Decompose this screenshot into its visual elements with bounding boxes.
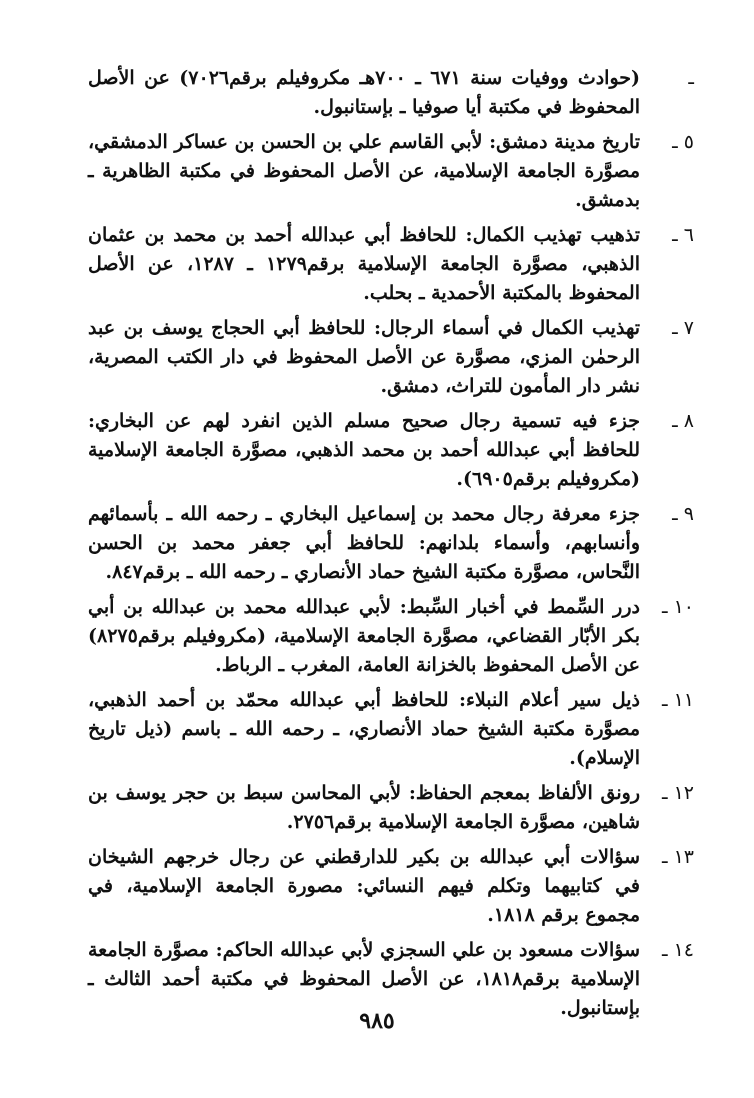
- bibliography-entry: [88, 128, 694, 215]
- entry-number: ٧ ـ: [672, 317, 694, 339]
- bibliography-entry: [88, 500, 694, 587]
- entry-number: ١٢ ـ: [661, 782, 694, 804]
- bibliography-entry: [88, 64, 694, 122]
- bibliography-entry: [88, 407, 694, 494]
- entry-text: جزء فيه تسمية رجال صحيح مسلم الذين انفرد لهم عن البخاري: للحافظ أبي عبدالله أحمد بن محمد الذهبي، مصوَّرة الجامعة الإسلامية (مكروفيلم برقم٦٩٠٥).: [88, 410, 640, 490]
- entry-number: ٥ ـ: [672, 131, 694, 153]
- entry-number: ١٠ ـ: [661, 596, 694, 618]
- page-number: ٩٨٥: [359, 1008, 395, 1034]
- entry-text: ذيل سير أعلام النبلاء: للحافظ أبي عبدالله محمّد بن أحمد الذهبي، مصوَّرة مكتبة الشيخ حماد الأنصاري، ـ رحمه الله ـ باسم (ذيل تاريخ الإسلام).: [88, 689, 640, 769]
- bibliography-entry: [88, 314, 694, 401]
- bibliography-entry: [88, 779, 694, 837]
- entry-number: ـ: [688, 67, 694, 89]
- entry-number: ٨ ـ: [672, 410, 694, 432]
- entry-number: ١٤ ـ: [661, 939, 694, 961]
- entry-number: ١١ ـ: [661, 689, 694, 711]
- entry-text: رونق الألفاظ بمعجم الحفاظ: لأبي المحاسن سبط بن حجر يوسف بن شاهين، مصوَّرة الجامعة الإسلامية برقم٢٧٥٦.: [88, 782, 640, 833]
- entry-number: ٦ ـ: [672, 224, 694, 246]
- entry-text: سؤالات مسعود بن علي السجزي لأبي عبدالله الحاكم: مصوَّرة الجامعة الإسلامية برقم١٨١٨، عن الأصل المحفوظ في مكتبة أحمد الثالث ـ بإستانبول.: [88, 939, 640, 1019]
- entry-text: جزء معرفة رجال محمد بن إسماعيل البخاري ـ رحمه الله ـ بأسمائهم وأنسابهم، وأسماء بلدانهم: للحافظ أبي جعفر محمد بن الحسن النَّحاس، مصوَّرة مكتبة الشيخ حماد الأنصاري ـ رحمه الله ـ برقم٨٤٧.: [88, 503, 640, 583]
- entry-text: تذهيب تهذيب الكمال: للحافظ أبي عبدالله أحمد بن محمد بن عثمان الذهبي، مصوَّرة الجامعة الإسلامية برقم١٢٧٩ ـ ١٢٨٧، عن الأصل المحفوظ بالمكتبة الأحمدية ـ بحلب.: [88, 224, 640, 304]
- entry-text: درر السِّمط في أخبار السِّبط: لأبي عبدالله محمد بن عبدالله بن أبي بكر الأبّار القضاعي، مصوَّرة الجامعة الإسلامية، (مكروفيلم برقم٨٢٧٥) عن الأصل المحفوظ بالخزانة العامة، المغرب ـ الرباط.: [88, 596, 640, 676]
- bibliography-entry: [88, 843, 694, 930]
- bibliography-entry: [88, 221, 694, 308]
- entry-text: (حوادث ووفيات سنة ٦٧١ ـ ٧٠٠هـ مكروفيلم برقم٧٠٢٦) عن الأصل المحفوظ في مكتبة أيا صوفيا ـ بإستانبول.: [88, 67, 640, 118]
- bibliography-list: [88, 64, 694, 1029]
- entry-text: سؤالات أبي عبدالله بن بكير للدارقطني عن رجال خرجهم الشيخان في كتابيهما وتكلم فيهم النسائي: مصورة الجامعة الإسلامية، في مجموع برقم ١٨١٨.: [88, 846, 640, 926]
- entry-text: تاريخ مدينة دمشق: لأبي القاسم علي بن الحسن بن عساكر الدمشقي، مصوَّرة الجامعة الإسلامية، عن الأصل المحفوظ في مكتبة الظاهرية ـ بدمشق.: [88, 131, 640, 211]
- bibliography-entry: [88, 593, 694, 680]
- entry-number: ٩ ـ: [672, 503, 694, 525]
- entry-text: تهذيب الكمال في أسماء الرجال: للحافظ أبي الحجاج يوسف بن عبد الرحمٰن المزي، مصوَّرة عن الأصل المحفوظ في دار الكتب المصرية، نشر دار المأمون للتراث، دمشق.: [88, 317, 640, 397]
- entry-number: ١٣ ـ: [661, 846, 694, 868]
- bibliography-entry: [88, 686, 694, 773]
